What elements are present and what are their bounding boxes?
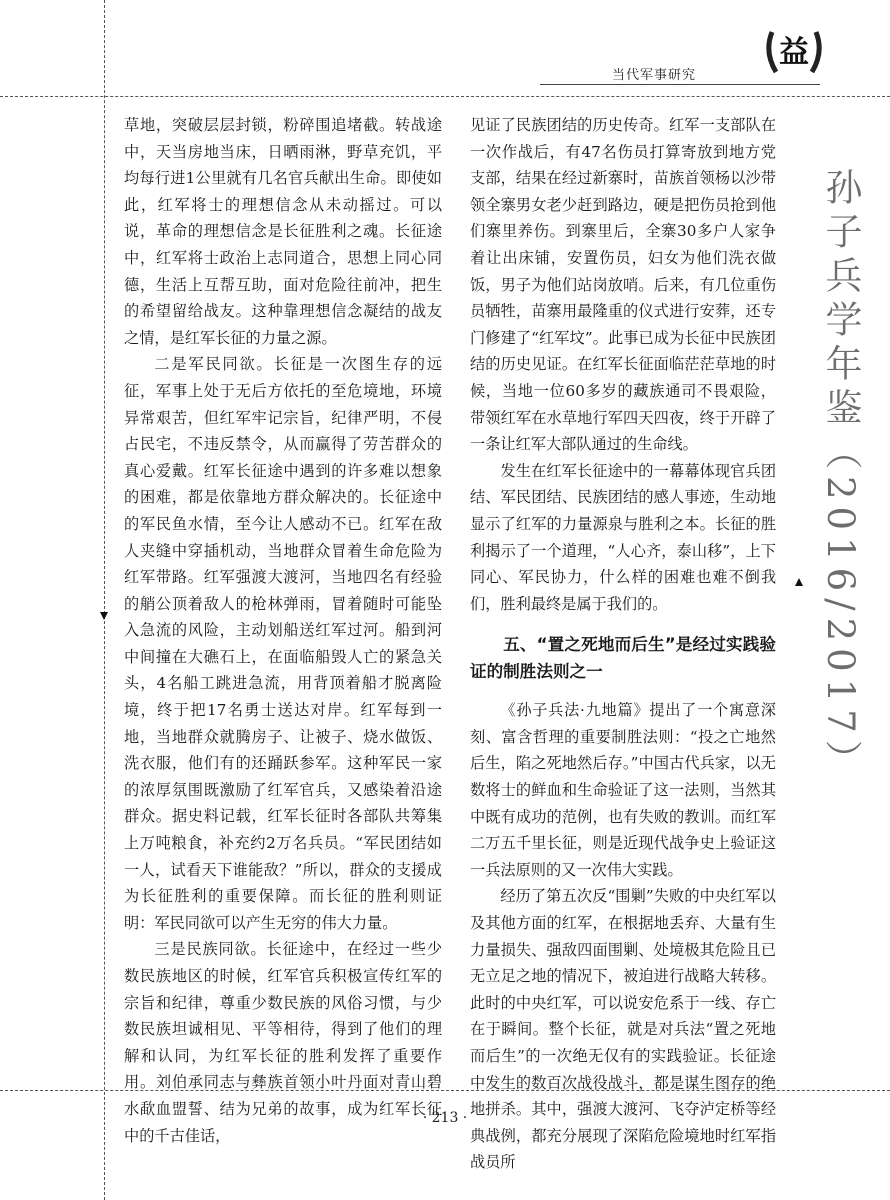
paragraph-right-4: 经历了第五次反“围剿”失败的中央红军以及其他方面的红军，在根据地丢弃、大量有生力量损失、强敌四面围剿、处境极其危险且已无立足之地的情况下，被迫进行战略大转移。此时的中央红军，可以说安危系于一线、存亡在于瞬间。整个长征，就是对兵法“置之死地而后生”的一次绝无仅有的实践验证。长征途中发生的数百次战役战斗，都是谋生图存的绝地拼杀。其中，强渡大渡河、飞夺泸定桥等经典战例，都充分展现了深陷危险境地时红军指战员所 <box>470 887 776 1172</box>
yearbook-vertical-title: 孙子兵学年鉴（2016/2017） <box>819 168 862 784</box>
left-text-column <box>124 112 442 1149</box>
section-heading: 五、“置之死地而后生”是经过实践验证的制胜法则之一 <box>470 635 776 682</box>
paragraph-right-3: 《孙子兵法·九地篇》提出了一个寓意深刻、富含哲理的重要制胜法则：“投之亡地然后生，陷之死地然后存。”中国古代兵家，以无数将士的鲜血和生命验证了这一法则，当然其中既有成功的范例，也有失败的教训。而红军二万五千里长征，则是近现代战争史上验证这一兵法原则的又一次伟大实践。 <box>470 701 776 879</box>
journal-logo-icon <box>762 22 826 80</box>
header-rule <box>540 84 820 85</box>
paragraph-left-3: 三是民族同欲。长征途中，在经过一些少数民族地区的时候，红军官兵积极宣传红军的宗旨和纪律，尊重少数民族的风俗习惯，与少数民族坦诚相见、平等相待，得到了他们的理解和认同，为红军长征的胜利发挥了重要作用。刘伯承同志与彝族首领小叶丹面对青山碧水歃血盟誓、结为兄弟的故事，成为红军长征中的千古佳话， <box>124 940 442 1145</box>
page-number: · 213 · <box>422 1110 468 1126</box>
left-dashed-margin-line <box>104 0 105 1200</box>
journal-header: 当代军事研究 <box>612 68 697 83</box>
paragraph-right-1: 见证了民族团结的历史传奇。红军一支部队在一次作战后，有47名伤员打算寄放到地方党支部，结果在经过新寨时，苗族首领杨以沙带领全寨男女老少赶到路边，硬是把伤员抢到他们寨里养伤。到寨里后，全寨30多户人家争着让出床铺，安置伤员，妇女为他们洗衣做饭，男子为他们站岗放哨。后来，有几位重伤员牺牲，苗寨用最隆重的仪式进行安葬，还专门修建了“红军坟”。此事已成为长征中民族团结的历史见证。在红军长征面临茫茫草地的时候，当地一位60多岁的藏族通司不畏艰险，带领红军在水草地行军四天四夜，终于开辟了一条让红军大部队通过的生命线。 <box>470 116 776 454</box>
paragraph-right-2: 发生在红军长征途中的一幕幕体现官兵团结、军民团结、民族团结的感人事迹，生动地显示了红军的力量源泉与胜利之本。长征的胜利揭示了一个道理，“人心齐，泰山移”，上下同心、军民协力，什么样的困难也难不倒我们，胜利最终是属于我们的。 <box>470 461 776 613</box>
logo-glyph: 益 <box>779 35 809 70</box>
down-arrow-icon <box>100 612 108 620</box>
paragraph-left-1: 草地，突破层层封锁，粉碎围追堵截。转战途中，天当房地当床，日晒雨淋，野草充饥，平均每行进1公里就有几名官兵献出生命。即使如此，红军将士的理想信念从未动摇过。可以说，革命的理想信念是长征胜利之魂。长征途中，红军将士政治上志同道合，思想上同心同德，生活上互帮互助，面对危险往前冲，把生的希望留给战友。这种靠理想信念凝结的战友之情，是红军长征的力量之源。 <box>124 116 442 347</box>
up-arrow-icon <box>795 578 803 586</box>
top-dashed-margin-line <box>0 96 890 97</box>
paragraph-left-2: 二是军民同欲。长征是一次图生存的远征，军事上处于无后方依托的至危境地，环境异常艰苦，但红军牢记宗旨，纪律严明，不侵占民宅，不违反禁令，从而赢得了劳苦群众的真心爱戴。红军长征途中遇到的许多难以想象的困难，都是依靠地方群众解决的。长征途中的军民鱼水情，至今让人感动不已。红军在敌人夹缝中穿插机动，当地群众冒着生命危险为红军带路。红军强渡大渡河，当地四名有经验的艄公顶着敌人的枪林弹雨，冒着随时可能坠入急流的风险，主动划船送红军过河。船到河中间撞在大礁石上，在面临船毁人亡的紧急关头，4名船工跳进急流，用背顶着船才脱离险境，终于把17名勇士送达对岸。红军每到一地，当地群众就腾房子、让被子、烧水做饭、洗衣服，他们有的还踊跃参军。这种军民一家的浓厚氛围既激励了红军官兵，又感染着沿途群众。据史料记载，红军长征时各部队共筹集上万吨粮食，补充约2万名兵员。“军民团结如一人，试看天下谁能敌？”所以，群众的支援成为长征胜利的重要保障。而长征的胜利则证明：军民同欲可以产生无穷的伟大力量。 <box>124 355 442 932</box>
right-text-column <box>470 112 776 1176</box>
